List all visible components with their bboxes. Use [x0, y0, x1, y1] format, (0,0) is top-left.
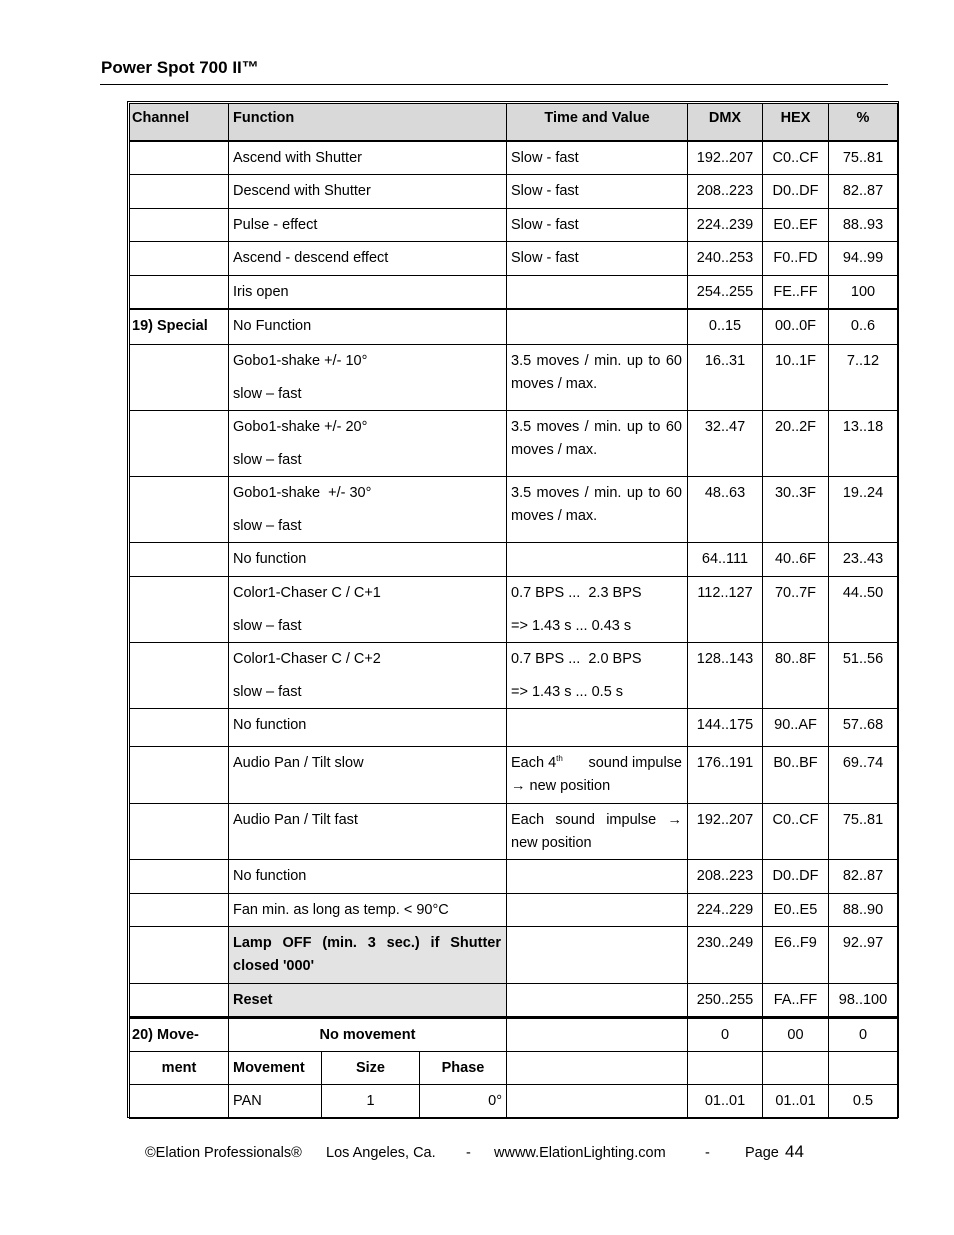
table-row: [130, 476, 898, 542]
page-title: Power Spot 700 II™: [101, 58, 259, 77]
time-cell: [507, 276, 688, 310]
header-hex: HEX: [763, 104, 829, 141]
time-cell: [507, 576, 688, 642]
table-row: [130, 926, 898, 983]
table-row: [130, 141, 898, 175]
dmx-cell: 192..207: [688, 141, 763, 175]
hex-cell: 00..0F: [763, 309, 829, 344]
dmx-cell: 240..253: [688, 242, 763, 276]
channel-cell: [130, 859, 229, 893]
time-line: [511, 752, 682, 775]
channel-cell: [130, 175, 229, 209]
table-row: [130, 242, 898, 276]
table-row: [130, 708, 898, 746]
percent-cell: 94..99: [829, 242, 898, 276]
phase-subheader: Phase: [420, 1051, 507, 1084]
header-channel: Channel: [130, 104, 229, 141]
function-cell: Audio Pan / Tilt fast: [229, 803, 507, 859]
function-cell: Lamp OFF (min. 3 sec.) if Shutter closed '000': [229, 926, 507, 983]
time-cell: Slow - fast: [507, 242, 688, 276]
table-row: [130, 893, 898, 926]
channel-cell: [130, 1084, 229, 1118]
dmx-channel-table-frame: [127, 101, 899, 1118]
percent-cell: 23..43: [829, 542, 898, 576]
dmx-cell: 208..223: [688, 175, 763, 209]
channel-cell: [130, 344, 229, 410]
function-cell: Reset: [229, 983, 507, 1017]
function-cell: No function: [229, 708, 507, 746]
time-cell: 3.5 moves / min. up to 60 moves / max.: [507, 410, 688, 476]
hex-cell: C0..CF: [763, 141, 829, 175]
footer-separator: -: [705, 1145, 710, 1161]
channel-cell: ment: [130, 1051, 229, 1084]
hex-cell: FE..FF: [763, 276, 829, 310]
percent-cell: 13..18: [829, 410, 898, 476]
function-subline: slow – fast: [233, 451, 302, 468]
time-line: 0.7 BPS ... 2.3 BPS: [511, 584, 642, 601]
table-row: [130, 576, 898, 642]
movement-subheader: Movement: [229, 1051, 322, 1084]
percent-cell: 82..87: [829, 175, 898, 209]
percent-cell: 51..56: [829, 642, 898, 708]
title-divider: [100, 84, 888, 85]
table-row: [130, 175, 898, 209]
percent-cell: 19..24: [829, 476, 898, 542]
time-line: 0.7 BPS ... 2.0 BPS: [511, 650, 642, 667]
hex-cell: B0..BF: [763, 746, 829, 803]
table-row: [130, 983, 898, 1017]
time-cell: [507, 1017, 688, 1051]
time-cell: Slow - fast: [507, 175, 688, 209]
table-row: [130, 542, 898, 576]
table-row: [130, 344, 898, 410]
dmx-cell: 128..143: [688, 642, 763, 708]
dmx-cell: 01..01: [688, 1084, 763, 1118]
function-cell: [229, 576, 507, 642]
footer-page-label: Page: [745, 1145, 779, 1161]
channel-cell: 20) Move-: [130, 1017, 229, 1051]
time-cell: [507, 708, 688, 746]
channel-cell: [130, 242, 229, 276]
hex-cell: 70..7F: [763, 576, 829, 642]
table-row: [130, 209, 898, 242]
table-row: [130, 410, 898, 476]
function-subline: slow – fast: [233, 385, 302, 402]
function-line: Gobo1-shake +/- 20°: [233, 418, 368, 435]
time-cell: [507, 746, 688, 803]
time-text: sound impulse: [584, 754, 682, 771]
dmx-cell: 32..47: [688, 410, 763, 476]
dmx-cell: 224..229: [688, 893, 763, 926]
channel-cell: [130, 410, 229, 476]
channel-cell: [130, 141, 229, 175]
header-time-value: Time and Value: [507, 104, 688, 141]
hex-cell: F0..FD: [763, 242, 829, 276]
percent-cell: 92..97: [829, 926, 898, 983]
channel-cell: [130, 803, 229, 859]
channel-cell: [130, 983, 229, 1017]
function-cell: [229, 476, 507, 542]
size-cell: 1: [322, 1084, 420, 1118]
hex-cell: FA..FF: [763, 983, 829, 1017]
percent-cell: 7..12: [829, 344, 898, 410]
table-row: [130, 1084, 898, 1118]
channel-cell: [130, 893, 229, 926]
function-cell: [229, 642, 507, 708]
movement-cell: PAN: [229, 1084, 322, 1118]
channel-cell: [130, 476, 229, 542]
dmx-cell: 208..223: [688, 859, 763, 893]
phase-cell: 0°: [420, 1084, 507, 1118]
footer-location: Los Angeles, Ca.: [326, 1145, 436, 1161]
function-subline: slow – fast: [233, 617, 302, 634]
function-cell: Descend with Shutter: [229, 175, 507, 209]
function-cell: Audio Pan / Tilt slow: [229, 746, 507, 803]
percent-cell: 0..6: [829, 309, 898, 344]
dmx-cell: 176..191: [688, 746, 763, 803]
percent-cell: 100: [829, 276, 898, 310]
percent-cell: 82..87: [829, 859, 898, 893]
percent-cell: 88..93: [829, 209, 898, 242]
header-function: Function: [229, 104, 507, 141]
function-cell: No function: [229, 542, 507, 576]
dmx-cell: 230..249: [688, 926, 763, 983]
function-line: Gobo1-shake +/- 10°: [233, 352, 368, 369]
hex-cell: 10..1F: [763, 344, 829, 410]
channel-cell: 19) Special: [130, 309, 229, 344]
function-cell: Ascend - descend effect: [229, 242, 507, 276]
function-cell: Iris open: [229, 276, 507, 310]
dmx-cell: 112..127: [688, 576, 763, 642]
function-cell: No Function: [229, 309, 507, 344]
footer-separator: -: [466, 1145, 471, 1161]
hex-cell: 40..6F: [763, 542, 829, 576]
hex-cell: D0..DF: [763, 175, 829, 209]
time-subline: => 1.43 s ... 0.5 s: [511, 683, 624, 700]
time-cell: [507, 309, 688, 344]
time-cell: [507, 983, 688, 1017]
time-cell: Slow - fast: [507, 141, 688, 175]
dmx-cell: 16..31: [688, 344, 763, 410]
channel-cell: [130, 926, 229, 983]
percent-cell: 75..81: [829, 141, 898, 175]
channel-cell: [130, 746, 229, 803]
channel-cell: [130, 209, 229, 242]
percent-cell: 88..90: [829, 893, 898, 926]
hex-cell: D0..DF: [763, 859, 829, 893]
function-cell: No movement: [229, 1017, 507, 1051]
dmx-channel-table: [129, 103, 898, 1119]
time-cell: [507, 542, 688, 576]
size-subheader: Size: [322, 1051, 420, 1084]
function-cell: [229, 410, 507, 476]
function-cell: [229, 344, 507, 410]
header-dmx: DMX: [688, 104, 763, 141]
time-cell: 3.5 moves / min. up to 60 moves / max.: [507, 344, 688, 410]
percent-cell: 69..74: [829, 746, 898, 803]
function-line: Color1-Chaser C / C+2: [233, 650, 381, 667]
time-cell: [507, 1051, 688, 1084]
hex-cell: [763, 1051, 829, 1084]
footer-page-number: 44: [785, 1142, 804, 1161]
hex-cell: 90..AF: [763, 708, 829, 746]
function-subline: slow – fast: [233, 517, 302, 534]
dmx-cell: 250..255: [688, 983, 763, 1017]
dmx-cell: 48..63: [688, 476, 763, 542]
function-subline: slow – fast: [233, 683, 302, 700]
hex-cell: 20..2F: [763, 410, 829, 476]
channel-cell: [130, 276, 229, 310]
table-row: [130, 1051, 898, 1084]
hex-cell: C0..CF: [763, 803, 829, 859]
function-cell: Pulse - effect: [229, 209, 507, 242]
percent-cell: 98..100: [829, 983, 898, 1017]
time-cell: Slow - fast: [507, 209, 688, 242]
channel-cell: [130, 642, 229, 708]
channel-cell: [130, 542, 229, 576]
function-line: Gobo1-shake +/- 30°: [233, 484, 372, 501]
table-row: [130, 1017, 898, 1051]
percent-cell: 0: [829, 1017, 898, 1051]
hex-cell: 01..01: [763, 1084, 829, 1118]
hex-cell: 00: [763, 1017, 829, 1051]
dmx-cell: 192..207: [688, 803, 763, 859]
dmx-cell: 144..175: [688, 708, 763, 746]
function-cell: Fan min. as long as temp. < 90°C: [229, 893, 507, 926]
percent-cell: 75..81: [829, 803, 898, 859]
time-text: Each 4: [511, 754, 557, 771]
table-row: [130, 309, 898, 344]
hex-cell: E6..F9: [763, 926, 829, 983]
time-cell: [507, 926, 688, 983]
table-row: [130, 642, 898, 708]
table-row: [130, 803, 898, 859]
channel-cell: [130, 708, 229, 746]
footer-website: wwww.ElationLighting.com: [494, 1145, 666, 1161]
time-cell: [507, 642, 688, 708]
ordinal-suffix: th: [556, 753, 563, 763]
time-cell: [507, 859, 688, 893]
footer-copyright: ©Elation Professionals®: [145, 1145, 302, 1161]
table-header-row: [130, 104, 898, 141]
time-cell: [507, 893, 688, 926]
table-row: [130, 276, 898, 310]
hex-cell: E0..E5: [763, 893, 829, 926]
time-cell: 3.5 moves / min. up to 60 moves / max.: [507, 476, 688, 542]
time-subline: → new position: [511, 777, 611, 794]
function-line: Color1-Chaser C / C+1: [233, 584, 381, 601]
percent-cell: 57..68: [829, 708, 898, 746]
dmx-cell: 0: [688, 1017, 763, 1051]
header-percent: %: [829, 104, 898, 141]
function-cell: Ascend with Shutter: [229, 141, 507, 175]
dmx-cell: [688, 1051, 763, 1084]
function-cell: No function: [229, 859, 507, 893]
time-subline: => 1.43 s ... 0.43 s: [511, 617, 632, 634]
channel-cell: [130, 576, 229, 642]
hex-cell: 80..8F: [763, 642, 829, 708]
percent-cell: [829, 1051, 898, 1084]
percent-cell: 0.5: [829, 1084, 898, 1118]
dmx-cell: 254..255: [688, 276, 763, 310]
dmx-cell: 224..239: [688, 209, 763, 242]
time-cell: [507, 1084, 688, 1118]
table-row: [130, 859, 898, 893]
table-row: [130, 746, 898, 803]
hex-cell: E0..EF: [763, 209, 829, 242]
time-cell: Each sound impulse → new position: [507, 803, 688, 859]
dmx-cell: 64..111: [688, 542, 763, 576]
hex-cell: 30..3F: [763, 476, 829, 542]
dmx-cell: 0..15: [688, 309, 763, 344]
percent-cell: 44..50: [829, 576, 898, 642]
